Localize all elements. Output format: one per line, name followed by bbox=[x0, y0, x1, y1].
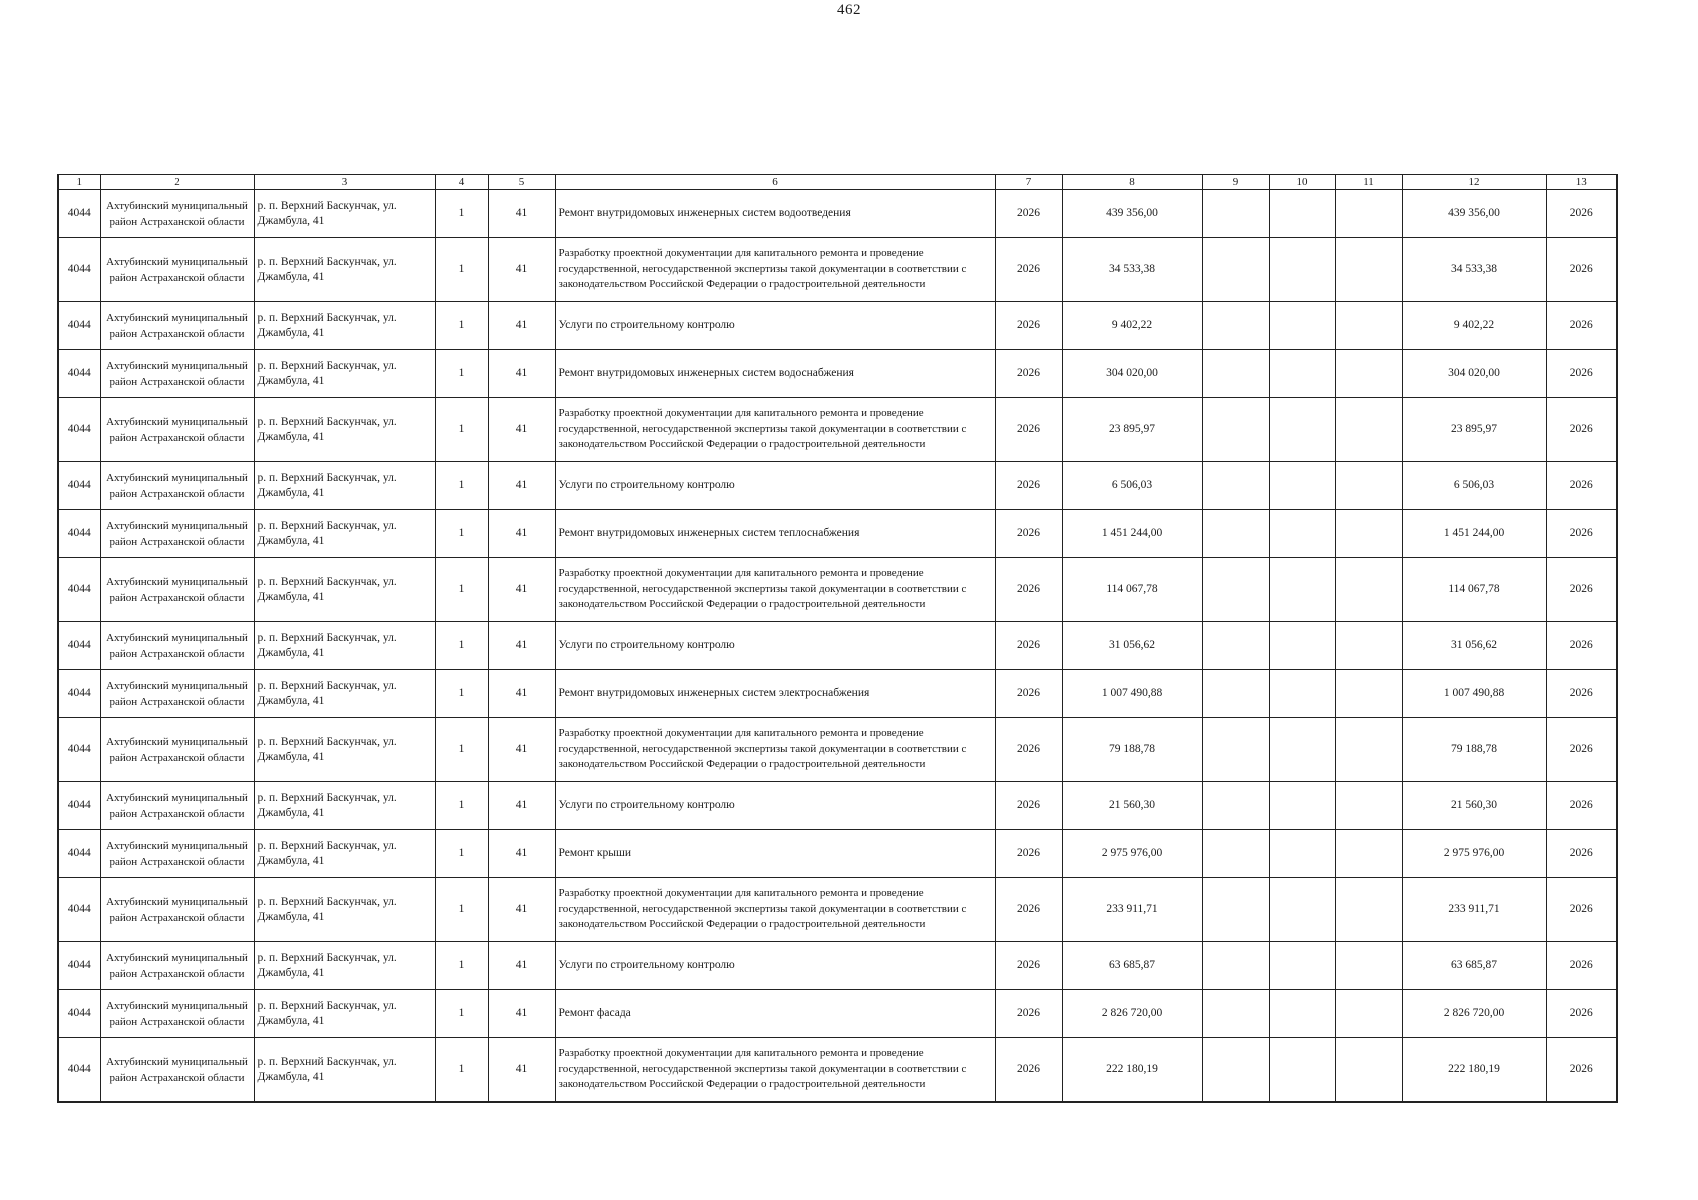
column-10-cell bbox=[1269, 302, 1335, 350]
cost-cell: 233 911,71 bbox=[1062, 878, 1202, 942]
column-number: 4 bbox=[435, 175, 488, 190]
row-id-cell: 4044 bbox=[58, 510, 100, 558]
address-cell: р. п. Верхний Баскунчак, ул. Джамбула, 41 bbox=[254, 302, 435, 350]
column-10-cell bbox=[1269, 510, 1335, 558]
work-type-cell: Ремонт внутридомовых инженерных систем теплоснабжения bbox=[555, 510, 995, 558]
column-11-cell bbox=[1335, 782, 1402, 830]
row-id-cell: 4044 bbox=[58, 190, 100, 238]
table-row bbox=[58, 510, 1617, 558]
row-id-cell: 4044 bbox=[58, 670, 100, 718]
table-row bbox=[58, 830, 1617, 878]
municipality-cell: Ахтубинский муниципальный район Астраханской области bbox=[100, 1038, 254, 1103]
column-number: 2 bbox=[100, 175, 254, 190]
column-number: 3 bbox=[254, 175, 435, 190]
row-id-cell: 4044 bbox=[58, 782, 100, 830]
year-cell: 2026 bbox=[995, 190, 1062, 238]
column-number: 6 bbox=[555, 175, 995, 190]
address-cell: р. п. Верхний Баскунчак, ул. Джамбула, 41 bbox=[254, 942, 435, 990]
cost-cell: 9 402,22 bbox=[1062, 302, 1202, 350]
column-10-cell bbox=[1269, 350, 1335, 398]
column-11-cell bbox=[1335, 942, 1402, 990]
year-cell: 2026 bbox=[995, 878, 1062, 942]
year-cell: 2026 bbox=[995, 830, 1062, 878]
work-type-cell: Разработку проектной документации для капитального ремонта и проведение государственной, негосударственной экспертизы такой документации в соответствии с законодательством Российской Федерации о градостроительной деятельности bbox=[555, 1038, 995, 1103]
column-11-cell bbox=[1335, 1038, 1402, 1103]
work-type-cell: Разработку проектной документации для капитального ремонта и проведение государственной, негосударственной экспертизы такой документации в соответствии с законодательством Российской Федерации о градостроительной деятельности bbox=[555, 878, 995, 942]
column-4-cell: 1 bbox=[435, 782, 488, 830]
column-10-cell bbox=[1269, 622, 1335, 670]
address-cell: р. п. Верхний Баскунчак, ул. Джамбула, 41 bbox=[254, 238, 435, 302]
completion-year-cell: 2026 bbox=[1546, 462, 1617, 510]
repair-plan-table bbox=[57, 174, 1618, 1103]
table-row bbox=[58, 558, 1617, 622]
year-cell: 2026 bbox=[995, 462, 1062, 510]
municipality-cell: Ахтубинский муниципальный район Астраханской области bbox=[100, 830, 254, 878]
table-row bbox=[58, 238, 1617, 302]
cost-cell: 6 506,03 bbox=[1062, 462, 1202, 510]
address-cell: р. п. Верхний Баскунчак, ул. Джамбула, 41 bbox=[254, 782, 435, 830]
municipality-cell: Ахтубинский муниципальный район Астраханской области bbox=[100, 670, 254, 718]
address-cell: р. п. Верхний Баскунчак, ул. Джамбула, 41 bbox=[254, 830, 435, 878]
column-11-cell bbox=[1335, 830, 1402, 878]
column-9-cell bbox=[1202, 670, 1269, 718]
column-4-cell: 1 bbox=[435, 190, 488, 238]
address-cell: р. п. Верхний Баскунчак, ул. Джамбула, 41 bbox=[254, 990, 435, 1038]
address-cell: р. п. Верхний Баскунчак, ул. Джамбула, 41 bbox=[254, 670, 435, 718]
municipality-cell: Ахтубинский муниципальный район Астраханской области bbox=[100, 782, 254, 830]
total-cell: 1 007 490,88 bbox=[1402, 670, 1546, 718]
table-row bbox=[58, 1038, 1617, 1103]
completion-year-cell: 2026 bbox=[1546, 782, 1617, 830]
column-10-cell bbox=[1269, 830, 1335, 878]
address-cell: р. п. Верхний Баскунчак, ул. Джамбула, 41 bbox=[254, 510, 435, 558]
completion-year-cell: 2026 bbox=[1546, 718, 1617, 782]
column-5-cell: 41 bbox=[488, 718, 555, 782]
column-5-cell: 41 bbox=[488, 350, 555, 398]
table-row bbox=[58, 878, 1617, 942]
municipality-cell: Ахтубинский муниципальный район Астраханской области bbox=[100, 302, 254, 350]
table-row bbox=[58, 782, 1617, 830]
completion-year-cell: 2026 bbox=[1546, 238, 1617, 302]
row-id-cell: 4044 bbox=[58, 622, 100, 670]
row-id-cell: 4044 bbox=[58, 942, 100, 990]
municipality-cell: Ахтубинский муниципальный район Астраханской области bbox=[100, 878, 254, 942]
work-type-cell: Разработку проектной документации для капитального ремонта и проведение государственной, негосударственной экспертизы такой документации в соответствии с законодательством Российской Федерации о градостроительной деятельности bbox=[555, 238, 995, 302]
column-11-cell bbox=[1335, 990, 1402, 1038]
column-11-cell bbox=[1335, 462, 1402, 510]
address-cell: р. п. Верхний Баскунчак, ул. Джамбула, 41 bbox=[254, 1038, 435, 1103]
year-cell: 2026 bbox=[995, 510, 1062, 558]
column-11-cell bbox=[1335, 622, 1402, 670]
column-10-cell bbox=[1269, 558, 1335, 622]
column-number: 13 bbox=[1546, 175, 1617, 190]
cost-cell: 439 356,00 bbox=[1062, 190, 1202, 238]
year-cell: 2026 bbox=[995, 302, 1062, 350]
year-cell: 2026 bbox=[995, 558, 1062, 622]
completion-year-cell: 2026 bbox=[1546, 622, 1617, 670]
work-type-cell: Услуги по строительному контролю bbox=[555, 942, 995, 990]
municipality-cell: Ахтубинский муниципальный район Астраханской области bbox=[100, 942, 254, 990]
column-9-cell bbox=[1202, 462, 1269, 510]
column-5-cell: 41 bbox=[488, 190, 555, 238]
municipality-cell: Ахтубинский муниципальный район Астраханской области bbox=[100, 350, 254, 398]
column-number: 12 bbox=[1402, 175, 1546, 190]
cost-cell: 304 020,00 bbox=[1062, 350, 1202, 398]
table-row bbox=[58, 190, 1617, 238]
work-type-cell: Услуги по строительному контролю bbox=[555, 462, 995, 510]
column-9-cell bbox=[1202, 830, 1269, 878]
column-5-cell: 41 bbox=[488, 622, 555, 670]
column-11-cell bbox=[1335, 718, 1402, 782]
column-10-cell bbox=[1269, 942, 1335, 990]
column-10-cell bbox=[1269, 190, 1335, 238]
year-cell: 2026 bbox=[995, 942, 1062, 990]
cost-cell: 1 451 244,00 bbox=[1062, 510, 1202, 558]
year-cell: 2026 bbox=[995, 350, 1062, 398]
column-5-cell: 41 bbox=[488, 990, 555, 1038]
row-id-cell: 4044 bbox=[58, 830, 100, 878]
total-cell: 9 402,22 bbox=[1402, 302, 1546, 350]
municipality-cell: Ахтубинский муниципальный район Астраханской области bbox=[100, 990, 254, 1038]
column-4-cell: 1 bbox=[435, 942, 488, 990]
column-4-cell: 1 bbox=[435, 830, 488, 878]
table-row bbox=[58, 670, 1617, 718]
total-cell: 2 975 976,00 bbox=[1402, 830, 1546, 878]
column-10-cell bbox=[1269, 238, 1335, 302]
table-row bbox=[58, 942, 1617, 990]
column-11-cell bbox=[1335, 302, 1402, 350]
total-cell: 2 826 720,00 bbox=[1402, 990, 1546, 1038]
column-number-row bbox=[58, 175, 1617, 190]
column-10-cell bbox=[1269, 782, 1335, 830]
table-row bbox=[58, 622, 1617, 670]
year-cell: 2026 bbox=[995, 718, 1062, 782]
completion-year-cell: 2026 bbox=[1546, 878, 1617, 942]
column-4-cell: 1 bbox=[435, 350, 488, 398]
column-9-cell bbox=[1202, 350, 1269, 398]
completion-year-cell: 2026 bbox=[1546, 942, 1617, 990]
column-4-cell: 1 bbox=[435, 238, 488, 302]
work-type-cell: Ремонт внутридомовых инженерных систем водоснабжения bbox=[555, 350, 995, 398]
column-9-cell bbox=[1202, 558, 1269, 622]
cost-cell: 2 826 720,00 bbox=[1062, 990, 1202, 1038]
row-id-cell: 4044 bbox=[58, 718, 100, 782]
total-cell: 63 685,87 bbox=[1402, 942, 1546, 990]
column-number: 1 bbox=[58, 175, 100, 190]
column-5-cell: 41 bbox=[488, 1038, 555, 1103]
cost-cell: 79 188,78 bbox=[1062, 718, 1202, 782]
total-cell: 1 451 244,00 bbox=[1402, 510, 1546, 558]
row-id-cell: 4044 bbox=[58, 990, 100, 1038]
column-5-cell: 41 bbox=[488, 830, 555, 878]
total-cell: 222 180,19 bbox=[1402, 1038, 1546, 1103]
work-type-cell: Услуги по строительному контролю bbox=[555, 302, 995, 350]
column-4-cell: 1 bbox=[435, 670, 488, 718]
completion-year-cell: 2026 bbox=[1546, 990, 1617, 1038]
cost-cell: 222 180,19 bbox=[1062, 1038, 1202, 1103]
total-cell: 6 506,03 bbox=[1402, 462, 1546, 510]
column-5-cell: 41 bbox=[488, 878, 555, 942]
column-number: 7 bbox=[995, 175, 1062, 190]
column-9-cell bbox=[1202, 190, 1269, 238]
address-cell: р. п. Верхний Баскунчак, ул. Джамбула, 41 bbox=[254, 398, 435, 462]
column-11-cell bbox=[1335, 878, 1402, 942]
cost-cell: 63 685,87 bbox=[1062, 942, 1202, 990]
column-9-cell bbox=[1202, 942, 1269, 990]
column-10-cell bbox=[1269, 398, 1335, 462]
column-number: 11 bbox=[1335, 175, 1402, 190]
column-11-cell bbox=[1335, 190, 1402, 238]
column-11-cell bbox=[1335, 398, 1402, 462]
column-9-cell bbox=[1202, 1038, 1269, 1103]
column-5-cell: 41 bbox=[488, 302, 555, 350]
column-number: 8 bbox=[1062, 175, 1202, 190]
column-4-cell: 1 bbox=[435, 398, 488, 462]
row-id-cell: 4044 bbox=[58, 350, 100, 398]
work-type-cell: Разработку проектной документации для капитального ремонта и проведение государственной, негосударственной экспертизы такой документации в соответствии с законодательством Российской Федерации о градостроительной деятельности bbox=[555, 398, 995, 462]
page-number: 462 bbox=[837, 2, 861, 18]
column-4-cell: 1 bbox=[435, 1038, 488, 1103]
municipality-cell: Ахтубинский муниципальный район Астраханской области bbox=[100, 510, 254, 558]
column-9-cell bbox=[1202, 238, 1269, 302]
column-4-cell: 1 bbox=[435, 718, 488, 782]
work-type-cell: Услуги по строительному контролю bbox=[555, 622, 995, 670]
work-type-cell: Ремонт крыши bbox=[555, 830, 995, 878]
column-4-cell: 1 bbox=[435, 302, 488, 350]
cost-cell: 2 975 976,00 bbox=[1062, 830, 1202, 878]
column-11-cell bbox=[1335, 558, 1402, 622]
column-5-cell: 41 bbox=[488, 942, 555, 990]
column-10-cell bbox=[1269, 462, 1335, 510]
total-cell: 233 911,71 bbox=[1402, 878, 1546, 942]
total-cell: 34 533,38 bbox=[1402, 238, 1546, 302]
municipality-cell: Ахтубинский муниципальный район Астраханской области bbox=[100, 462, 254, 510]
row-id-cell: 4044 bbox=[58, 462, 100, 510]
row-id-cell: 4044 bbox=[58, 398, 100, 462]
municipality-cell: Ахтубинский муниципальный район Астраханской области bbox=[100, 398, 254, 462]
work-type-cell: Ремонт внутридомовых инженерных систем электроснабжения bbox=[555, 670, 995, 718]
address-cell: р. п. Верхний Баскунчак, ул. Джамбула, 41 bbox=[254, 190, 435, 238]
cost-cell: 1 007 490,88 bbox=[1062, 670, 1202, 718]
year-cell: 2026 bbox=[995, 398, 1062, 462]
municipality-cell: Ахтубинский муниципальный район Астраханской области bbox=[100, 190, 254, 238]
column-10-cell bbox=[1269, 990, 1335, 1038]
cost-cell: 31 056,62 bbox=[1062, 622, 1202, 670]
year-cell: 2026 bbox=[995, 1038, 1062, 1103]
column-5-cell: 41 bbox=[488, 782, 555, 830]
column-10-cell bbox=[1269, 1038, 1335, 1103]
column-5-cell: 41 bbox=[488, 398, 555, 462]
column-5-cell: 41 bbox=[488, 510, 555, 558]
completion-year-cell: 2026 bbox=[1546, 302, 1617, 350]
column-4-cell: 1 bbox=[435, 878, 488, 942]
completion-year-cell: 2026 bbox=[1546, 558, 1617, 622]
municipality-cell: Ахтубинский муниципальный район Астраханской области bbox=[100, 238, 254, 302]
column-5-cell: 41 bbox=[488, 462, 555, 510]
work-type-cell: Разработку проектной документации для капитального ремонта и проведение государственной, негосударственной экспертизы такой документации в соответствии с законодательством Российской Федерации о градостроительной деятельности bbox=[555, 718, 995, 782]
address-cell: р. п. Верхний Баскунчак, ул. Джамбула, 41 bbox=[254, 558, 435, 622]
column-11-cell bbox=[1335, 238, 1402, 302]
year-cell: 2026 bbox=[995, 622, 1062, 670]
total-cell: 21 560,30 bbox=[1402, 782, 1546, 830]
row-id-cell: 4044 bbox=[58, 1038, 100, 1103]
completion-year-cell: 2026 bbox=[1546, 670, 1617, 718]
column-10-cell bbox=[1269, 878, 1335, 942]
column-11-cell bbox=[1335, 350, 1402, 398]
cost-cell: 21 560,30 bbox=[1062, 782, 1202, 830]
completion-year-cell: 2026 bbox=[1546, 510, 1617, 558]
column-4-cell: 1 bbox=[435, 558, 488, 622]
column-9-cell bbox=[1202, 302, 1269, 350]
work-type-cell: Ремонт внутридомовых инженерных систем водоотведения bbox=[555, 190, 995, 238]
total-cell: 114 067,78 bbox=[1402, 558, 1546, 622]
column-4-cell: 1 bbox=[435, 990, 488, 1038]
row-id-cell: 4044 bbox=[58, 878, 100, 942]
year-cell: 2026 bbox=[995, 238, 1062, 302]
table-row bbox=[58, 718, 1617, 782]
column-5-cell: 41 bbox=[488, 558, 555, 622]
total-cell: 304 020,00 bbox=[1402, 350, 1546, 398]
municipality-cell: Ахтубинский муниципальный район Астраханской области bbox=[100, 622, 254, 670]
municipality-cell: Ахтубинский муниципальный район Астраханской области bbox=[100, 718, 254, 782]
row-id-cell: 4044 bbox=[58, 238, 100, 302]
address-cell: р. п. Верхний Баскунчак, ул. Джамбула, 41 bbox=[254, 622, 435, 670]
column-9-cell bbox=[1202, 878, 1269, 942]
completion-year-cell: 2026 bbox=[1546, 398, 1617, 462]
table-row bbox=[58, 990, 1617, 1038]
completion-year-cell: 2026 bbox=[1546, 190, 1617, 238]
column-11-cell bbox=[1335, 510, 1402, 558]
column-11-cell bbox=[1335, 670, 1402, 718]
column-9-cell bbox=[1202, 510, 1269, 558]
cost-cell: 23 895,97 bbox=[1062, 398, 1202, 462]
table-row bbox=[58, 350, 1617, 398]
total-cell: 79 188,78 bbox=[1402, 718, 1546, 782]
total-cell: 23 895,97 bbox=[1402, 398, 1546, 462]
column-9-cell bbox=[1202, 622, 1269, 670]
column-10-cell bbox=[1269, 718, 1335, 782]
address-cell: р. п. Верхний Баскунчак, ул. Джамбула, 41 bbox=[254, 878, 435, 942]
column-number: 10 bbox=[1269, 175, 1335, 190]
cost-cell: 34 533,38 bbox=[1062, 238, 1202, 302]
column-4-cell: 1 bbox=[435, 622, 488, 670]
municipality-cell: Ахтубинский муниципальный район Астраханской области bbox=[100, 558, 254, 622]
work-type-cell: Ремонт фасада bbox=[555, 990, 995, 1038]
table-row bbox=[58, 398, 1617, 462]
column-9-cell bbox=[1202, 990, 1269, 1038]
column-4-cell: 1 bbox=[435, 510, 488, 558]
completion-year-cell: 2026 bbox=[1546, 830, 1617, 878]
table-row bbox=[58, 462, 1617, 510]
column-9-cell bbox=[1202, 782, 1269, 830]
row-id-cell: 4044 bbox=[58, 558, 100, 622]
column-9-cell bbox=[1202, 398, 1269, 462]
address-cell: р. п. Верхний Баскунчак, ул. Джамбула, 41 bbox=[254, 462, 435, 510]
column-10-cell bbox=[1269, 670, 1335, 718]
work-type-cell: Услуги по строительному контролю bbox=[555, 782, 995, 830]
column-number: 9 bbox=[1202, 175, 1269, 190]
year-cell: 2026 bbox=[995, 782, 1062, 830]
column-4-cell: 1 bbox=[435, 462, 488, 510]
address-cell: р. п. Верхний Баскунчак, ул. Джамбула, 41 bbox=[254, 718, 435, 782]
row-id-cell: 4044 bbox=[58, 302, 100, 350]
column-5-cell: 41 bbox=[488, 670, 555, 718]
cost-cell: 114 067,78 bbox=[1062, 558, 1202, 622]
table-row bbox=[58, 302, 1617, 350]
completion-year-cell: 2026 bbox=[1546, 350, 1617, 398]
year-cell: 2026 bbox=[995, 670, 1062, 718]
address-cell: р. п. Верхний Баскунчак, ул. Джамбула, 41 bbox=[254, 350, 435, 398]
total-cell: 31 056,62 bbox=[1402, 622, 1546, 670]
column-9-cell bbox=[1202, 718, 1269, 782]
column-number: 5 bbox=[488, 175, 555, 190]
column-5-cell: 41 bbox=[488, 238, 555, 302]
year-cell: 2026 bbox=[995, 990, 1062, 1038]
work-type-cell: Разработку проектной документации для капитального ремонта и проведение государственной, негосударственной экспертизы такой документации в соответствии с законодательством Российской Федерации о градостроительной деятельности bbox=[555, 558, 995, 622]
completion-year-cell: 2026 bbox=[1546, 1038, 1617, 1103]
total-cell: 439 356,00 bbox=[1402, 190, 1546, 238]
